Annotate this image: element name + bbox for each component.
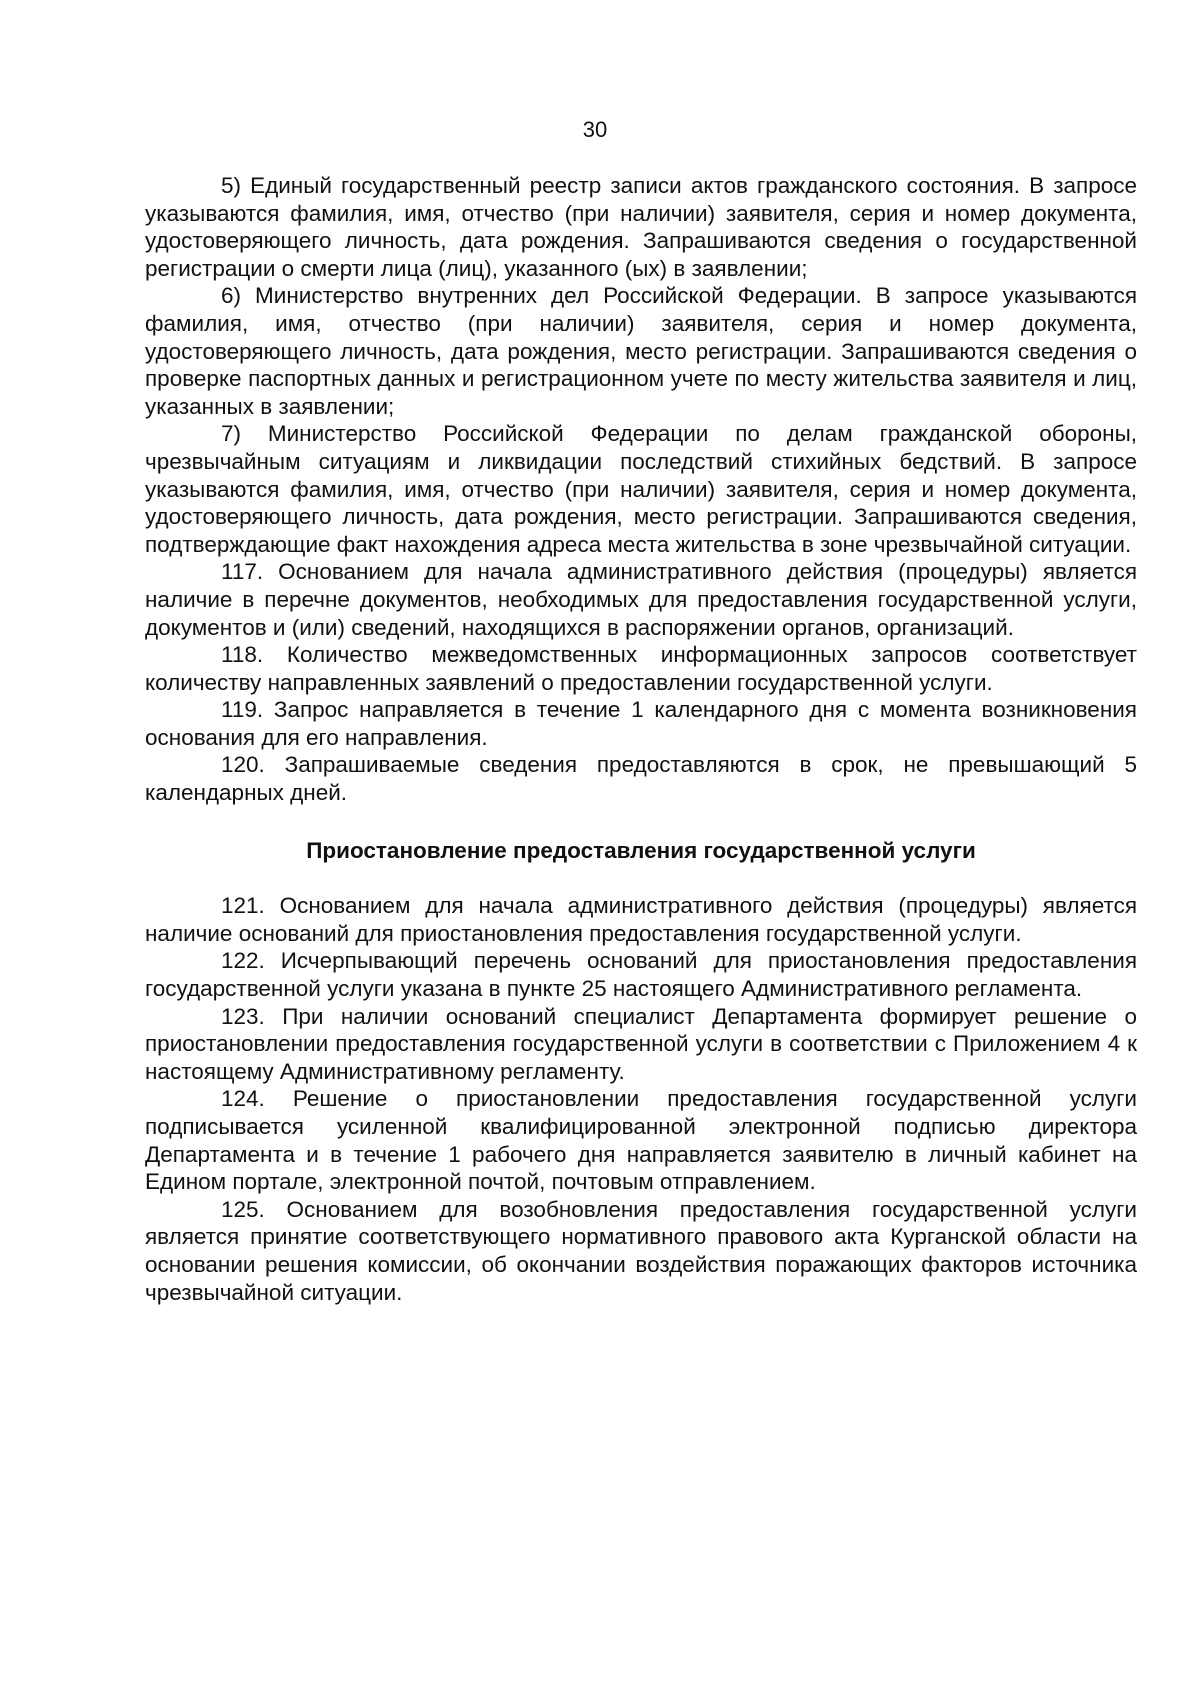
paragraph-117: 117. Основанием для начала административного действия (процедуры) является наличие в перечне документов, необходимых для предоставления государственной услуги, документов и (или) сведений, находящихся в распоряжении органов, организаций. [145,559,1137,640]
paragraph-item-7: 7) Министерство Российской Федерации по делам гражданской обороны, чрезвычайным ситуациям и ликвидации последствий стихийных бедствий. В запросе указываются фамилия, имя, отчество (при наличии) заявителя, серия и номер документа, удостоверяющего личность, дата рождения, место регистрации. Запрашиваются сведения, подтверждающие факт нахождения адреса места жительства в зоне чрезвычайной ситуации. [145,421,1137,557]
section-heading: Приостановление предоставления государственной услуги [306,837,976,863]
paragraph-122: 122. Исчерпывающий перечень оснований для приостановления предоставления государственной услуги указана в пункте 25 настоящего Административного регламента. [145,948,1137,1002]
paragraph-125: 125. Основанием для возобновления предоставления государственной услуги является принятие соответствующего нормативного правового акта Курганской области на основании решения комиссии, об окончании воздействия поражающих факторов источника чрезвычайной ситуации. [145,1196,1137,1305]
paragraph-118: 118. Количество межведомственных информационных запросов соответствует количеству направленных заявлений о предоставлении государственной услуги. [145,642,1137,695]
paragraph-119: 119. Запрос направляется в течение 1 календарного дня с момента возникновения основания для его направления. [145,697,1137,750]
paragraph-item-6: 6) Министерство внутренних дел Российской Федерации. В запросе указываются фамилия, имя, отчество (при наличии) заявителя, серия и номер документа, удостоверяющего личность, дата рождения, место регистрации. Запрашиваются сведения о проверке паспортных данных и регистрационном учете по месту жительства заявителя и лиц, указанных в заявлении; [145,283,1137,419]
document-body [145,172,1137,1306]
page-number: 30 [582,117,608,142]
paragraph-121: 121. Основанием для начала административного действия (процедуры) является наличие оснований для приостановления предоставления государственной услуги. [145,893,1137,946]
paragraph-120: 120. Запрашиваемые сведения предоставляются в срок, не превышающий 5 календарных дней. [145,752,1137,806]
paragraph-124: 124. Решение о приостановлении предоставления государственной услуги подписывается усиленной квалифицированной электронной подписью директора Департамента и в течение 1 рабочего дня направляется заявителю в личный кабинет на Едином портале, электронной почтой, почтовым отправлением. [145,1086,1137,1195]
paragraph-123: 123. При наличии оснований специалист Департамента формирует решение о приостановлении предоставления государственной услуги в соответствии с Приложением 4 к настоящему Административному регламенту. [145,1003,1137,1084]
paragraph-item-5: 5) Единый государственный реестр записи актов гражданского состояния. В запросе указываются фамилия, имя, отчество (при наличии) заявителя, серия и номер документа, удостоверяющего личность, дата рождения. Запрашиваются сведения о государственной регистрации о смерти лица (лиц), указанного (ых) в заявлении; [145,173,1137,281]
